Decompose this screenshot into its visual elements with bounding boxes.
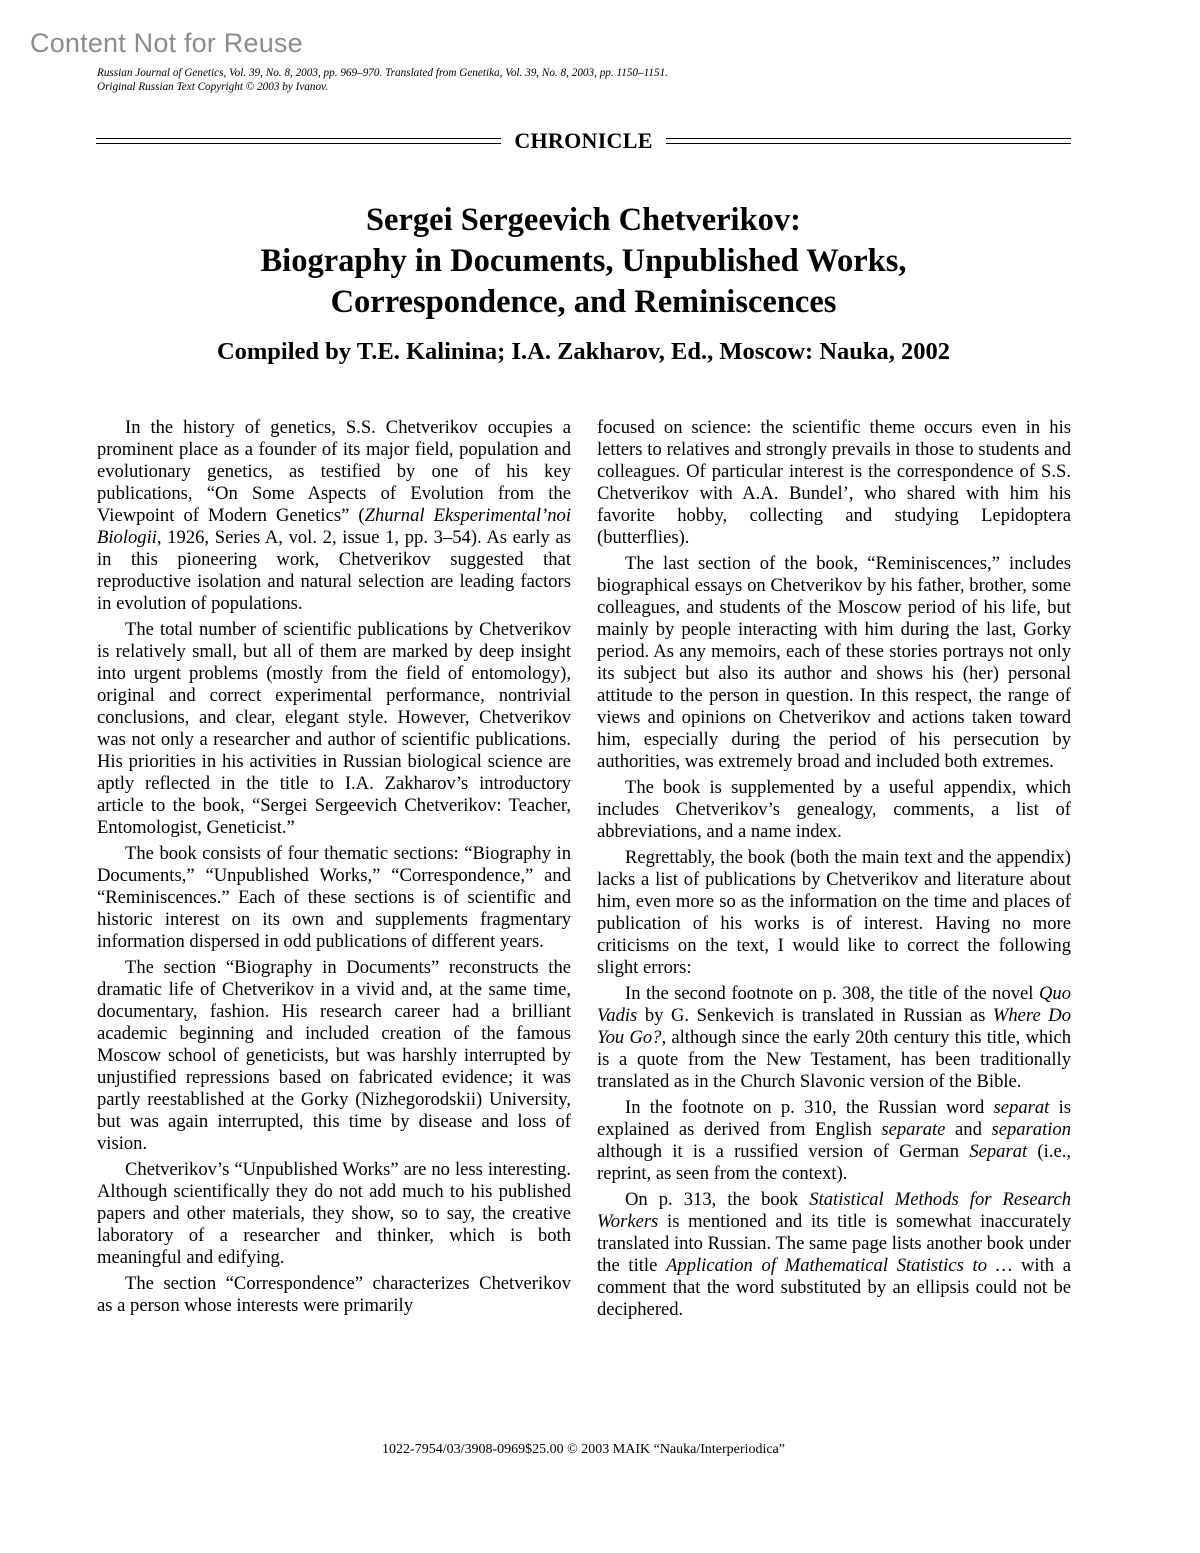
- text-run: , 1926, Series A, vol. 2, issue 1, pp. 3–54). As early as in this pioneering work, Chetverikov suggested that reproductive isolation and natural selection are leading factors in evolution of populations.: [97, 527, 571, 614]
- italic-title: Quo Vadis: [597, 983, 1071, 1026]
- watermark: Content Not for Reuse: [30, 28, 303, 58]
- paragraph: The book is supplemented by a useful appendix, which includes Chetverikov’s genealogy, comments, a list of abbreviations, and a name index.: [597, 777, 1071, 842]
- italic-title: Statistical Methods for Research Workers: [597, 1189, 1072, 1232]
- paragraph: Regrettably, the book (both the main text and the appendix) lacks a list of publications by Chetverikov and literature about him, even more so as the information on the time and places of publication of his works is of interest. Having no more criticisms on the text, I would like to correct the following slight errors:: [597, 847, 1071, 978]
- text-run: On p. 313, the book: [625, 1189, 810, 1210]
- text-run: with a comment that the word substituted by an ellipsis could not be deciphered.: [597, 1255, 1071, 1320]
- page-footer: 1022-7954/03/3908-0969$25.00 © 2003 MAIK “Nauka/Interperiodica”: [382, 1442, 785, 1457]
- article-subtitle: Compiled by T.E. Kalinina; I.A. Zakharov, Ed., Moscow: Nauka, 2002: [216, 338, 951, 365]
- italic-word: separat: [993, 1097, 1050, 1118]
- italic-word: separation: [991, 1119, 1071, 1140]
- paragraph: Chetverikov’s “Unpublished Works” are no less interesting. Although scientifically they do not add much to his published papers and other materials, they show, so to say, the creative laboratory of a researcher and thinker, which is both meaningful and edifying.: [97, 1159, 571, 1268]
- paragraph: [97, 417, 571, 615]
- section-header: [96, 128, 1071, 154]
- title-line-1: Sergei Sergeevich Chetverikov:: [365, 202, 801, 238]
- italic-title: Application of Mathematical Statistics to …: [666, 1255, 1013, 1276]
- left-column: [97, 417, 571, 1321]
- article-title: [96, 200, 1071, 323]
- paragraph: [597, 1097, 1071, 1185]
- text-run: (i.e., reprint, as seen from the context).: [597, 1141, 1071, 1184]
- text-run: and: [945, 1119, 992, 1140]
- text-run: , although since the early 20th century this title, which is a quote from the New Testament, has been traditionally translated as in the Church Slavonic version of the Bible.: [597, 1027, 1071, 1092]
- running-head: [97, 66, 1077, 94]
- italic-word: Separat: [969, 1141, 1028, 1162]
- paragraph: The book consists of four thematic sections: “Biography in Documents,” “Unpublished Works,” “Correspondence,” and “Reminiscences.” Each of these sections is of scientific and historic interest on its own and supplements fragmentary information dispersed in odd publications of different years.: [97, 843, 571, 952]
- section-rule-left: [96, 138, 501, 144]
- paragraph: focused on science: the scientific theme occurs even in his letters to relatives and strongly prevails in those to students and colleagues. Of particular interest is the correspondence of S.S. Chetverikov with A.A. Bundel’, who shared with him his favorite hobby, collecting and studying Lepidoptera (butterflies).: [597, 417, 1071, 548]
- text-run: although it is a russified version of German: [597, 1141, 970, 1162]
- italic-word: separate: [881, 1119, 946, 1140]
- paragraph: [597, 1189, 1071, 1321]
- text-run: In the history of genetics, S.S. Chetverikov occupies a prominent place as a founder of its major field, population and evolutionary genetics, as testified by one of his key publications, “On Some Aspects of Evolution from the Viewpoint of Modern Genetics” (: [97, 417, 571, 526]
- text-run: In the second footnote on p. 308, the title of the novel: [625, 983, 1039, 1004]
- text-run: is explained as derived from English: [597, 1097, 1071, 1140]
- italic-title: Where Do You Go?: [597, 1005, 1071, 1048]
- paragraph: The last section of the book, “Reminiscences,” includes biographical essays on Chetverikov by his father, brother, some colleagues, and students of the Moscow period of his life, but mainly by people interacting with him during the last, Gorky period. As any memoirs, each of these stories portrays not only its subject but also its author and shows his (her) personal attitude to the person in question. In this respect, the range of views and opinions on Chetverikov and actions taken toward him, especially during the period of his persecution by authorities, was extremely broad and included both extremes.: [597, 553, 1071, 772]
- paragraph: The section “Biography in Documents” reconstructs the dramatic life of Chetverikov in a vivid and, at the same time, documentary, fashion. His research career had a brilliant academic beginning and included creation of the famous Moscow school of geneticists, but was harshly interrupted by unjustified repressions based on fabricated evidence; it was partly reestablished at the Gorky (Nizhegorodskii) University, but was again interrupted, this time by disease and loss of vision.: [97, 957, 571, 1154]
- text-run: by G. Senkevich is translated in Russian as: [637, 1005, 993, 1026]
- paragraph: [597, 983, 1071, 1093]
- paragraph: The total number of scientific publications by Chetverikov is relatively small, but all of them are marked by deep insight into urgent problems (mostly from the field of entomology), original and correct experimental performance, nontrivial conclusions, and clear, elegant style. However, Chetverikov was not only a researcher and author of scientific publications. His priorities in his activities in Russian biological science are aptly reflected in the title to I.A. Zakharov’s introductory article to the book, “Sergei Sergeevich Chetverikov: Teacher, Entomologist, Geneticist.”: [97, 619, 571, 838]
- running-head-copyright: Original Russian Text Copyright © 2003 by Ivanov.: [97, 81, 328, 93]
- text-run: is mentioned and its title is somewhat inaccurately translated into Russian. The same page lists another book under the title: [597, 1211, 1071, 1276]
- title-line-3: Correspondence, and Reminiscences: [330, 284, 837, 320]
- running-head-citation: Russian Journal of Genetics, Vol. 39, No. 8, 2003, pp. 969–970. Translated from Genetika, Vol. 39, No. 8, 2003, pp. 1150–1151.: [97, 67, 668, 79]
- paragraph: The section “Correspondence” characterizes Chetverikov as a person whose interests were primarily: [97, 1273, 571, 1316]
- right-column: [597, 417, 1071, 1325]
- section-rule-right: [666, 138, 1071, 144]
- text-run: In the footnote on p. 310, the Russian word: [625, 1097, 994, 1118]
- title-line-2: Biography in Documents, Unpublished Works,: [260, 243, 907, 279]
- journal-name: Zhurnal Eksperimental’noi Biologii: [97, 505, 572, 548]
- section-label: CHRONICLE: [514, 128, 653, 153]
